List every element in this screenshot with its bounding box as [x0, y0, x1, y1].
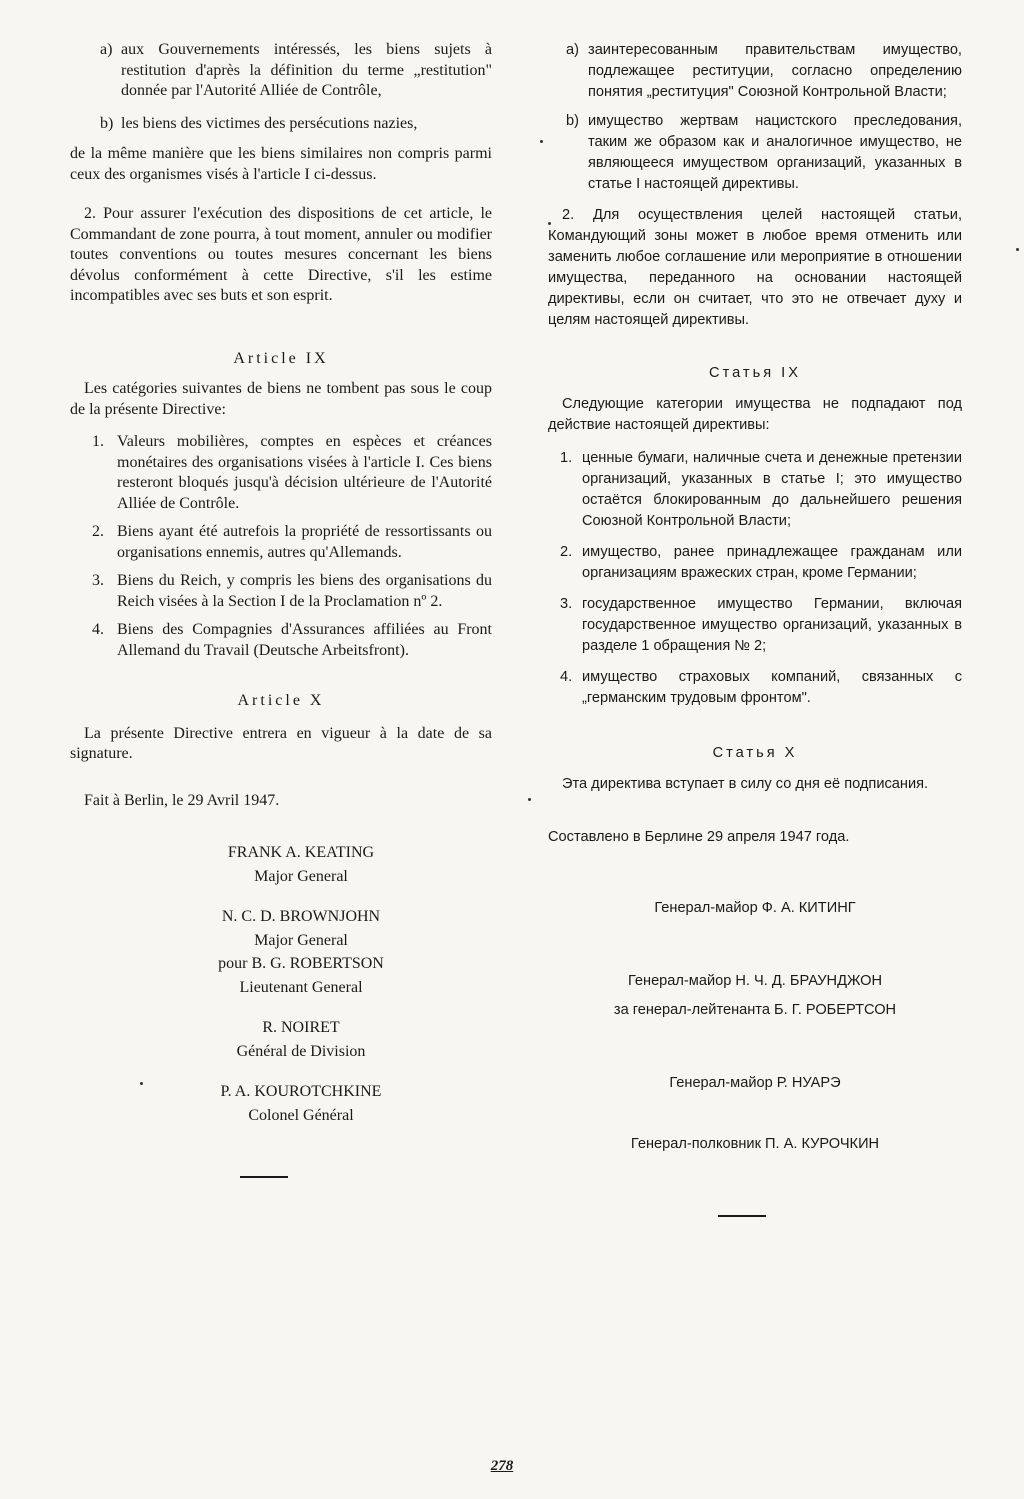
signatory-block: [110, 1082, 492, 1126]
paragraph: Эта директива вступает в силу со дня её подписания.: [562, 776, 929, 792]
item-label: 2.: [92, 523, 104, 540]
signatory-rank: Lieutenant General: [239, 978, 363, 996]
item-text: ценные бумаги, наличные счета и денежные претензии организаций, указанных в статье I; это имущество остаётся блокированным до дальнейшего решения Союзной Контрольной Власти;: [582, 450, 962, 529]
item-text: имущество, ранее принадлежащее гражданам или организациям вражеских стран, кроме Германии;: [582, 544, 962, 581]
russian-column: [548, 40, 962, 1217]
signatory-name: FRANK A. KEATING: [227, 844, 375, 861]
paragraph: 2. Для осуществления целей настоящей статьи, Командующий зоны может в любое время отменить или заменить любое соглашение или мероприятие в отношении имущества, переданного на основании настоящей директивы, если он считает, что это не отвечает духу и целям настоящей директивы.: [548, 207, 962, 328]
item-label: 4.: [92, 621, 104, 638]
item-label: 4.: [560, 669, 573, 685]
list-item: [548, 111, 962, 195]
signatory-block: [110, 1018, 492, 1062]
signatory-name: P. A. KOUROTCHKINE: [220, 1083, 382, 1100]
signatory-line: Генерал-майор Ф. А. КИТИНГ: [654, 900, 856, 916]
signatory-extra: pour B. G. ROBERTSON: [218, 955, 384, 972]
page-number: 278: [490, 1458, 514, 1474]
signatory-rank: Général de Division: [236, 1042, 366, 1060]
item-text: les biens des victimes des persécutions nazies,: [121, 114, 418, 132]
item-text: Biens du Reich, y compris les biens des organisations du Reich visées à la Section I de la Proclamation nº 2.: [117, 572, 492, 610]
list-item: [70, 571, 492, 612]
item-text: государственное имущество Германии, включая государственное имущество организаций, указанных в разделе 1 обращения № 2;: [582, 596, 962, 654]
signatory-rank: Major General: [254, 867, 348, 885]
scan-speck: [1016, 248, 1019, 251]
item-label: a): [100, 41, 113, 58]
item-text: Biens des Compagnies d'Assurances affiliées au Front Allemand du Travail (Deutsche Arbeitsfront).: [117, 621, 492, 659]
article-heading: Статья IX: [709, 365, 801, 381]
list-item: [70, 114, 492, 135]
item-text: имущество страховых компаний, связанных с „германским трудовым фронтом".: [582, 669, 962, 706]
paragraph: 2. Pour assurer l'exécution des dispositions de cet article, le Commandant de zone pourra, à tout moment, annuler ou modifier toutes conventions ou toutes mesures concernant les biens dévolus conformément à cette Directive, s'il les estime incompatibles avec ses buts et son esprit.: [70, 205, 492, 304]
list-item: [70, 522, 492, 563]
signatory-line: Генерал-майор Н. Ч. Д. БРАУНДЖОН: [627, 973, 883, 989]
scan-speck: [140, 1082, 143, 1085]
item-label: 3.: [560, 596, 573, 612]
list-item: [548, 594, 962, 657]
list-item: [70, 40, 492, 102]
paragraph: de la même manière que les biens similaires non compris parmi ceux des organismes visés à l'article I ci-dessus.: [70, 145, 492, 183]
scan-speck: [528, 798, 531, 801]
item-text: имущество жертвам нацистского преследования, таким же образом как и аналогичное имущество, не являющееся имуществом организаций, указанных в статье I настоящей директивы.: [588, 113, 962, 192]
signatory-block: [110, 907, 492, 998]
item-label: 1.: [560, 450, 573, 466]
paragraph: Les catégories suivantes de biens ne tombent pas sous le coup de la présente Directive:: [70, 380, 492, 418]
signatory-line: Генерал-майор Р. НУАРЭ: [669, 1075, 841, 1091]
item-label: b): [566, 113, 579, 129]
scan-speck: [540, 140, 543, 143]
closing-rule: [240, 1176, 288, 1178]
list-item: [548, 448, 962, 532]
signatory-line: Генерал-полковник П. А. КУРОЧКИН: [630, 1136, 880, 1152]
signatory-line: за генерал-лейтенанта Б. Г. РОБЕРТСОН: [613, 1002, 897, 1018]
place-date: Fait à Berlin, le 29 Avril 1947.: [84, 791, 280, 809]
signatory-name: R. NOIRET: [262, 1019, 340, 1036]
article-heading: Article X: [237, 692, 325, 709]
signatory-block: [110, 843, 492, 887]
list-item: [548, 40, 962, 103]
article-heading: Article IX: [233, 349, 329, 367]
place-date: Составлено в Берлине 29 апреля 1947 года.: [548, 829, 850, 845]
item-text: Biens ayant été autrefois la propriété de ressortissants ou organisations ennemis, autres qu'Allemands.: [117, 523, 492, 561]
signatory-name: N. C. D. BROWNJOHN: [221, 908, 381, 925]
list-item: [70, 432, 492, 514]
paragraph: La présente Directive entrera en vigueur à la date de sa signature.: [70, 724, 492, 762]
list-item: [548, 542, 962, 584]
signatory-rank: Colonel Général: [248, 1106, 354, 1124]
article-heading: Статья X: [712, 745, 798, 761]
item-label: 3.: [92, 572, 104, 589]
closing-rule: [718, 1215, 766, 1217]
item-label: b): [100, 114, 114, 132]
item-text: заинтересованным правительствам имущество, подлежащее реституции, согласно определению понятия „реституция" Союзной Контрольной Власти;: [588, 42, 962, 100]
item-label: 1.: [92, 433, 104, 450]
paragraph: Следующие категории имущества не подпадают под действие настоящей директивы:: [548, 396, 962, 433]
item-text: aux Gouvernements intéressés, les biens sujets à restitution d'après la définition du terme „restitution" donnée par l'Autorité Alliée de Contrôle,: [121, 41, 492, 99]
signatory-rank: Major General: [254, 931, 348, 949]
item-text: Valeurs mobilières, comptes en espèces et créances monétaires des organisations visées à l'article I. Ces biens resteront bloqués jusqu'à décision ultérieure de l'Autorité Alliée de Contrôle.: [117, 433, 492, 512]
list-item: [548, 667, 962, 709]
item-label: а): [566, 42, 579, 58]
item-label: 2.: [560, 544, 573, 560]
list-item: [70, 620, 492, 661]
french-column: [70, 40, 492, 1178]
scan-speck: [548, 222, 551, 225]
